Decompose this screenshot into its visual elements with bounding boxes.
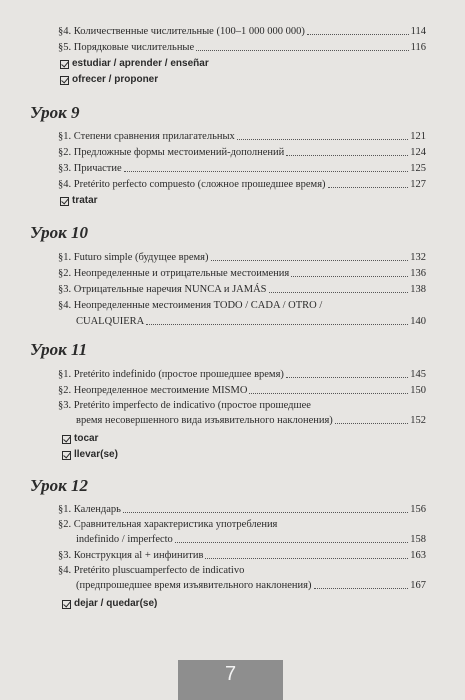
toc-entry-page: 121 [410,131,426,142]
toc-entry [58,25,426,38]
toc-entry-page: 136 [410,268,426,279]
vocab-entry [62,433,98,445]
toc-entry [58,251,426,264]
toc-entry-text-continued: CUALQUIERA [76,316,145,327]
vocab-entry [62,449,118,461]
toc-entry [58,503,426,516]
toc-entry-text: §2. Неопределенное местоимение MISMO [58,385,248,396]
dot-leader [286,377,408,378]
checkbox-icon [62,451,71,460]
toc-entry-page: 150 [410,385,426,396]
toc-entry [58,162,426,175]
toc-entry-text: §1. Календарь [58,504,121,515]
vocab-text: ofrecer / proponer [72,74,159,85]
toc-entry-page: 127 [410,179,426,190]
toc-entry [58,41,426,54]
toc-entry-page: 163 [410,550,426,561]
vocab-text: tratar [72,195,98,206]
toc-entry-text: §2. Предложные формы местоимений-дополнений [58,147,285,158]
toc-entry [76,414,426,427]
toc-entry [76,579,426,592]
dot-leader [146,324,408,325]
vocab-text: tocar [74,433,99,444]
toc-entry-text: §1. Степени сравнения прилагательных [58,131,235,142]
dot-leader [237,139,408,140]
toc-entry-text: §1. Pretérito indefinido (простое прошедшее время) [58,369,284,380]
checkbox-icon [60,76,69,85]
toc-entry-text: §5. Порядковые числительные [58,42,195,53]
vocab-entry [60,74,158,86]
toc-entry-text: §1. Futuro simple (будущее время) [58,252,209,263]
toc-entry-page: 156 [410,504,426,515]
toc-entry-text: §2. Сравнительная характеристика употребления [58,519,278,530]
toc-entry-text: §3. Отрицательные наречия NUNCA и JAMÁS [58,284,267,295]
toc-entry-page: 114 [410,26,426,37]
toc-entry-page: 152 [410,415,426,426]
toc-entry-page: 125 [410,163,426,174]
dot-leader [249,393,408,394]
checkbox-icon [60,60,69,69]
dot-leader [124,171,409,172]
checkbox-icon [60,197,69,206]
vocab-entry [60,58,209,70]
toc-entry [58,283,426,296]
vocab-entry [60,195,98,207]
toc-entry [58,549,426,562]
dot-leader [269,292,409,293]
toc-entry-page: 124 [410,147,426,158]
toc-entry [58,368,426,381]
toc-entry-text-continued: (предпрошедшее время изъявительного наклонения) [76,580,312,591]
dot-leader [314,588,409,589]
dot-leader [291,276,408,277]
dot-leader [211,260,409,261]
toc-entry [58,384,426,397]
toc-entry-text: §3. Pretérito imperfecto de indicativo (простое прошедшее [58,400,311,411]
toc-entry-page: 138 [410,284,426,295]
lesson-heading: Урок 9 [30,103,80,122]
toc-entry [76,533,426,546]
toc-entry-text-continued: indefinido / imperfecto [76,534,173,545]
dot-leader [123,512,408,513]
page-number: 7 [224,663,237,685]
toc-entry [58,130,426,143]
toc-entry [58,178,426,191]
toc-entry-page: 132 [410,252,426,263]
lesson-heading: Урок 10 [30,223,89,242]
vocab-text: llevar(se) [74,449,118,460]
toc-entry-page: 145 [410,369,426,380]
dot-leader [196,50,408,51]
lesson-heading: Урок 11 [30,340,88,359]
toc-entry [58,267,426,280]
toc-entry-text: §4. Pretérito pluscuamperfecto de indicativo [58,565,245,576]
dot-leader [205,558,408,559]
toc-entry-text: §3. Причастие [58,163,122,174]
checkbox-icon [62,600,71,609]
toc-entry-page: 116 [410,42,426,53]
vocab-entry [62,598,157,610]
toc-entry-text: §4. Количественные числительные (100–1 000 000 000) [58,26,305,37]
toc-entry-text: §3. Конструкция al + инфинитив [58,550,204,561]
dot-leader [335,423,408,424]
lesson-heading: Урок 12 [30,476,89,495]
toc-entry-text: §4. Неопределенные местоимения TODO / CADA / OTRO / [58,300,323,311]
page-number-box [178,660,283,700]
dot-leader [307,34,409,35]
toc-entry-text: §2. Неопределенные и отрицательные местоимения [58,268,290,279]
vocab-text: estudiar / aprender / enseñar [72,58,209,69]
toc-entry-text-continued: время несовершенного вида изъявительного наклонения) [76,415,333,426]
toc-entry-text: §4. Pretérito perfecto compuesto (сложное прошедшее время) [58,179,326,190]
toc-entry-page: 167 [410,580,426,591]
checkbox-icon [62,435,71,444]
toc-entry-page: 158 [410,534,426,545]
dot-leader [328,187,409,188]
dot-leader [286,155,408,156]
vocab-text: dejar / quedar(se) [74,598,158,609]
toc-entry-page: 140 [410,316,426,327]
toc-entry [58,146,426,159]
toc-entry [76,315,426,328]
dot-leader [175,542,408,543]
